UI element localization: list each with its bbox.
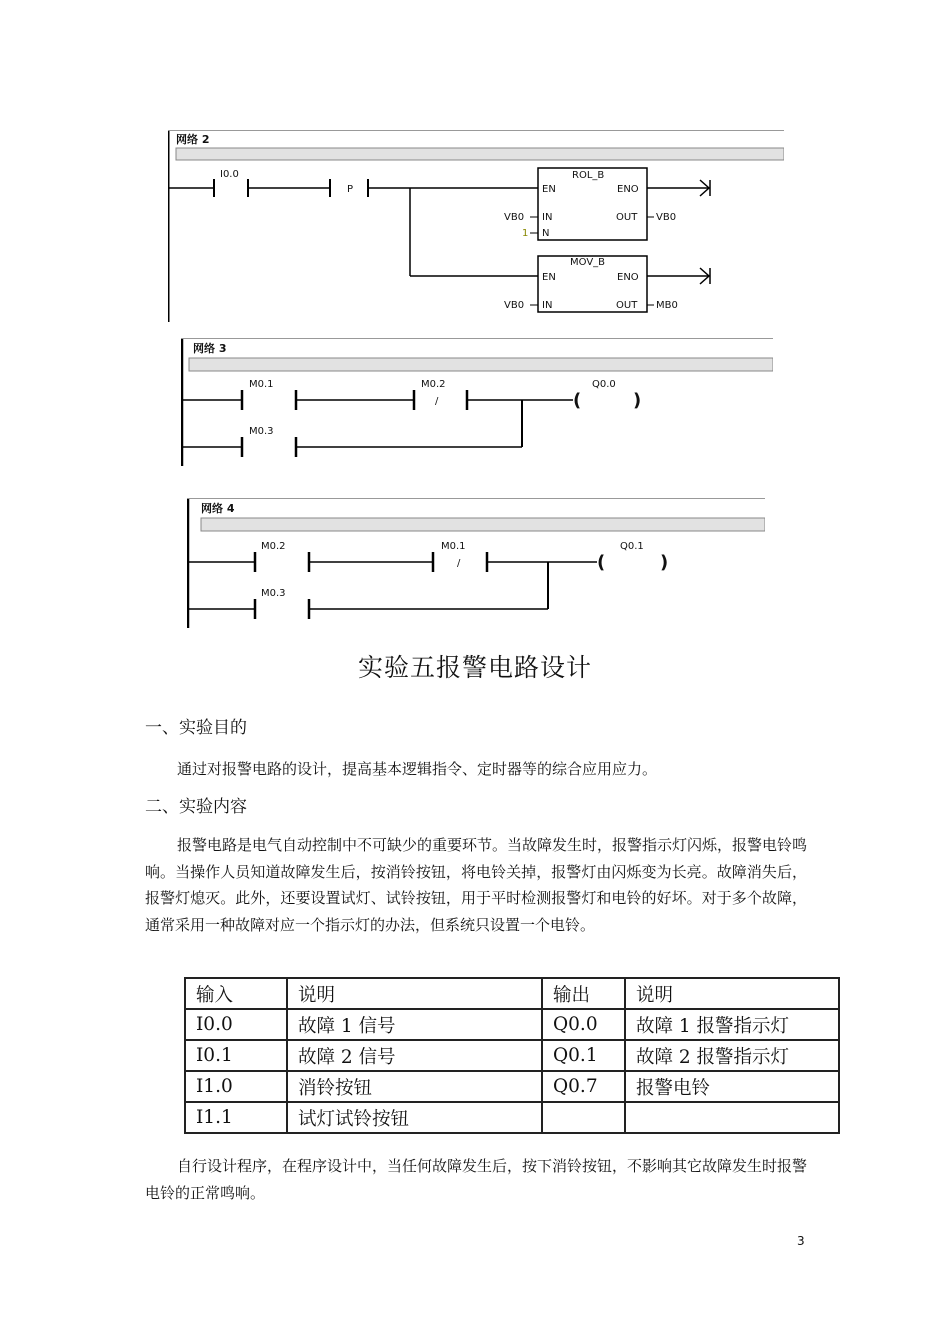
network-4-title: 网络 4 [201, 502, 235, 515]
table-cell: 故障 1 报警指示灯 [625, 1009, 839, 1040]
page-number: 3 [797, 1234, 805, 1248]
network-3-contact-2: M0.2 [421, 379, 446, 390]
mov-in-var: VB0 [504, 300, 525, 311]
rol-n-val: 1 [522, 228, 529, 239]
svg-text:ENO: ENO [617, 272, 639, 283]
svg-text:): ) [660, 552, 669, 573]
table-cell: 故障 2 信号 [287, 1040, 542, 1071]
table-row [185, 1102, 839, 1133]
network-2-title: 网络 2 [176, 133, 210, 146]
table-cell: 试灯试铃按钮 [287, 1102, 542, 1133]
table-cell: I1.0 [185, 1071, 287, 1102]
svg-text:EN: EN [542, 272, 556, 283]
rol-b-box [538, 168, 647, 240]
table-row [185, 1009, 839, 1040]
rol-out-var: VB0 [656, 212, 677, 223]
ladder-network-3 [181, 338, 773, 466]
ladder-network-4 [187, 498, 765, 628]
table-cell: I0.0 [185, 1009, 287, 1040]
table-row [185, 1071, 839, 1102]
network-2-contact-label: I0.0 [220, 169, 239, 180]
table-cell: 输入 [185, 978, 287, 1009]
table-cell [625, 1102, 839, 1133]
network-4-contact-2: M0.1 [441, 541, 466, 552]
svg-text:IN: IN [542, 300, 553, 311]
svg-text:OUT: OUT [616, 212, 638, 223]
closing-paragraph: 自行设计程序，在程序设计中，当任何故障发生后，按下消铃按钮，不影响其它故障发生时报警电铃的正常鸣响。 [145, 1157, 808, 1202]
mov-out-var: MB0 [656, 300, 678, 311]
ladder-network-2 [168, 130, 784, 322]
table-cell: I1.1 [185, 1102, 287, 1133]
network-3-title: 网络 3 [193, 342, 227, 355]
svg-text:ENO: ENO [617, 184, 639, 195]
svg-text:OUT: OUT [616, 300, 638, 311]
rol-in-var: VB0 [504, 212, 525, 223]
table-cell: Q0.7 [542, 1071, 625, 1102]
content-paragraph: 报警电路是电气自动控制中不可缺少的重要环节。当故障发生时，报警指示灯闪烁，报警电铃鸣响。当操作人员知道故障发生后，按消铃按钮，将电铃关掉，报警灯由闪烁变为长亮。故障消失后，报警灯熄灭。此外，还要设置试灯、试铃按钮，用于平时检测报警灯和电铃的好坏。对于多个故障，通常采用一种故障对应一个指示灯的办法，但系统只设置一个电铃。 [145, 836, 808, 934]
network-3-coil: Q0.0 [592, 379, 616, 390]
table-cell: 消铃按钮 [287, 1071, 542, 1102]
svg-text:(: ( [597, 552, 606, 573]
network-2-edge-label: P [347, 184, 354, 195]
table-cell: I0.1 [185, 1040, 287, 1071]
mov-b-box [538, 256, 647, 312]
table-cell: 说明 [287, 978, 542, 1009]
purpose-paragraph: 通过对报警电路的设计，提高基本逻辑指令、定时器等的综合应用应力。 [177, 760, 658, 778]
table-header-row [185, 978, 839, 1009]
network-4-contact-1: M0.2 [261, 541, 286, 552]
table-cell: Q0.1 [542, 1040, 625, 1071]
table-cell: 输出 [542, 978, 625, 1009]
svg-text:IN: IN [542, 212, 553, 223]
table-cell [542, 1102, 625, 1133]
network-4-coil: Q0.1 [620, 541, 644, 552]
section-heading-purpose: 一、实验目的 [145, 718, 247, 738]
table-row [185, 1040, 839, 1071]
table-cell: 说明 [625, 978, 839, 1009]
svg-text:MOV_B: MOV_B [570, 257, 606, 268]
table-cell: Q0.0 [542, 1009, 625, 1040]
section-heading-content: 二、实验内容 [145, 797, 247, 817]
table-cell: 故障 2 报警指示灯 [625, 1040, 839, 1071]
svg-text:EN: EN [542, 184, 556, 195]
svg-text:N: N [542, 228, 550, 239]
svg-text:/: / [457, 558, 461, 569]
page-title: 实验五报警电路设计 [357, 653, 592, 682]
svg-text:): ) [633, 390, 642, 411]
svg-text:(: ( [573, 390, 582, 411]
network-3-contact-3: M0.3 [249, 426, 274, 437]
network-3-contact-1: M0.1 [249, 379, 274, 390]
table-cell: 报警电铃 [625, 1071, 839, 1102]
table-cell: 故障 1 信号 [287, 1009, 542, 1040]
io-table [184, 977, 840, 1134]
svg-text:ROL_B: ROL_B [572, 170, 605, 181]
svg-text:/: / [435, 396, 439, 407]
network-4-contact-3: M0.3 [261, 588, 286, 599]
